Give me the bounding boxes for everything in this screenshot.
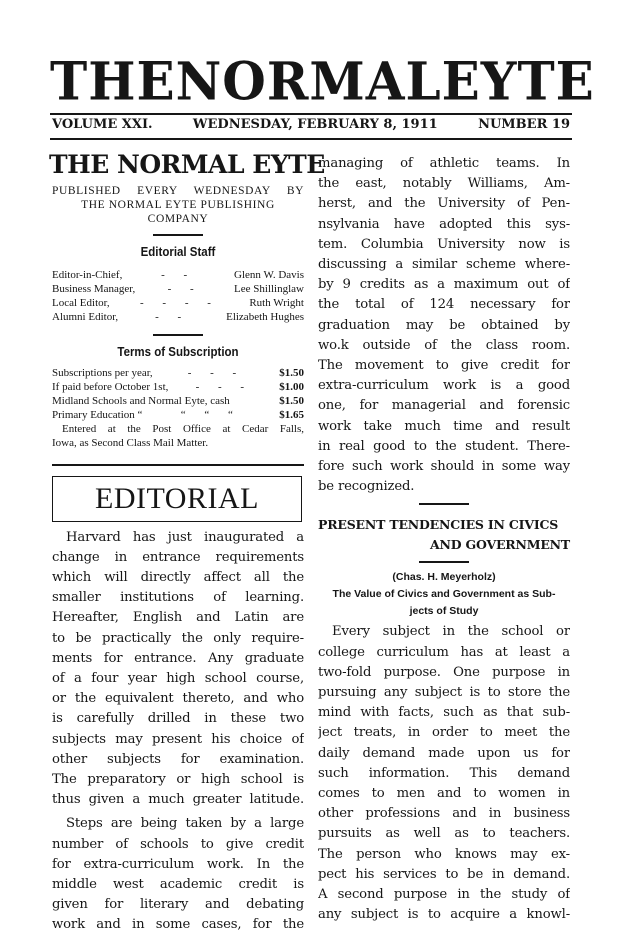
- mail-notice: Entered at the Post Office at Cedar Falls,: [62, 423, 304, 435]
- masthead-top-rule: [50, 113, 572, 115]
- article-subtitle: The Value of Civics and Government as Sub-: [332, 588, 556, 601]
- leader-dashes: - -: [155, 311, 190, 323]
- text-line: work and in some cases, for the: [52, 917, 304, 933]
- text-line: two-fold purpose. One purpose in: [318, 664, 570, 680]
- text-line: Steps are being taken by a large: [66, 816, 304, 832]
- staff-name: Glenn W. Davis: [234, 269, 304, 281]
- text-line: pursuing any subject is to store the: [318, 685, 570, 701]
- divider: [153, 334, 203, 336]
- text-line: discussing a similar scheme where-: [318, 257, 570, 273]
- editorial-heading-box: [52, 476, 302, 522]
- text-line: is carefully drilled in these two: [52, 711, 304, 727]
- subscription-heading: Terms of Subscription: [117, 345, 239, 359]
- masthead-bottom-rule: [50, 138, 572, 140]
- subscription-price: $1.50: [279, 367, 304, 379]
- divider: [153, 234, 203, 236]
- text-line: any subject is to acquire a knowl-: [318, 907, 570, 923]
- text-line: A second purpose in the study of: [318, 887, 570, 903]
- text-line: such information. This demand: [318, 765, 570, 781]
- subscription-price: $1.50: [279, 395, 304, 407]
- text-line: herst, and the University of Pen-: [318, 196, 570, 212]
- masthead-word: THE: [50, 50, 176, 112]
- staff-row: [52, 268, 304, 282]
- issue-date: WEDNESDAY, FEBRUARY 8, 1911: [192, 117, 438, 132]
- text-line: pect his services to be in demand.: [318, 866, 570, 882]
- subscription-price: $1.65: [279, 409, 304, 421]
- text-line: college curriculum has at least a: [318, 644, 570, 660]
- text-line: one, for managerial and forensic: [318, 398, 570, 414]
- subscription-label: Subscriptions per year,: [52, 367, 153, 379]
- editorial-paragraph: [52, 814, 304, 935]
- text-line: comes to men and to women in: [318, 786, 570, 802]
- staff-role: Local Editor,: [52, 297, 110, 309]
- text-line: the total of 124 necessary for: [318, 297, 570, 313]
- text-line: for extra-curriculum work. In the: [52, 856, 304, 872]
- editorial-paragraph: [52, 528, 304, 811]
- leader-dashes: - - - -: [140, 297, 219, 309]
- staff-row: [52, 310, 304, 324]
- text-line: Hereafter, English and Latin are: [52, 610, 304, 626]
- text-line: graduation may be obtained by: [318, 317, 570, 333]
- text-line: pursuits as well as to teachers.: [318, 826, 570, 842]
- leader-dashes: “ “ “: [180, 409, 241, 421]
- text-line: middle west academic credit is: [52, 876, 304, 892]
- article-paragraph: [318, 622, 570, 925]
- editorial-heading: EDITORIAL: [95, 481, 259, 515]
- leader-dashes: - - -: [187, 367, 245, 379]
- text-line: Harvard has just inaugurated a: [66, 529, 304, 545]
- text-line: of a four year high school course,: [52, 670, 304, 686]
- text-line: managing of athletic teams. In: [318, 156, 570, 171]
- text-line: in real good to the student. There-: [318, 438, 570, 454]
- left-column: [49, 150, 325, 936]
- text-line: mind with facts, such as that sub-: [318, 705, 570, 721]
- subscription-row: [52, 366, 304, 380]
- published-line: COMPANY: [147, 213, 209, 225]
- text-line: fore such work should in some way: [318, 459, 570, 475]
- article-author: (Chas. H. Meyerholz): [392, 571, 496, 584]
- section-rule: [52, 464, 304, 466]
- staff-name: Elizabeth Hughes: [226, 311, 304, 323]
- paper-name: THE NORMAL EYTE: [49, 150, 325, 179]
- text-line: subjects may present his choice of: [52, 731, 304, 747]
- volume-label: VOLUME XXI.: [52, 117, 153, 132]
- text-line: The movement to give credit for: [318, 358, 570, 374]
- staff-role: Business Manager,: [52, 283, 136, 295]
- staff-heading: Editorial Staff: [140, 245, 216, 259]
- subscription-list: [52, 366, 304, 422]
- text-line: which will directly affect all the: [52, 569, 304, 585]
- staff-row: [52, 296, 304, 310]
- staff-name: Lee Shillinglaw: [234, 283, 304, 295]
- text-line: given for literary and debating: [52, 897, 304, 913]
- staff-list: [52, 268, 304, 324]
- article-title: AND GOVERNMENT: [430, 537, 570, 553]
- leader-dashes: - -: [161, 269, 196, 281]
- subscription-label: Primary Education “: [52, 409, 143, 421]
- subscription-row: [52, 380, 304, 394]
- text-line: or the equivalent thereto, and who: [52, 691, 304, 707]
- text-line: wo.k outside of the class room.: [318, 337, 570, 353]
- staff-name: Ruth Wright: [249, 297, 304, 309]
- right-column: [318, 150, 570, 926]
- dateline: [52, 117, 570, 132]
- masthead-word: EYTE: [441, 50, 595, 112]
- subscription-label: If paid before October 1st,: [52, 381, 169, 393]
- masthead-title: [50, 50, 595, 113]
- subscription-label: Midland Schools and Normal Eyte, cash: [52, 395, 230, 407]
- divider: [419, 561, 469, 563]
- text-line: ments for entrance. Any graduate: [52, 650, 304, 666]
- leader-dashes: - -: [167, 283, 202, 295]
- text-line: ject treats, in order to meet the: [318, 725, 570, 741]
- text-line: The preparatory or high school is: [52, 771, 304, 787]
- leader-dashes: - - -: [195, 381, 253, 393]
- issue-number: NUMBER 19: [478, 117, 570, 132]
- article-title: PRESENT TENDENCIES IN CIVICS: [318, 517, 559, 533]
- text-line: daily demand made upon us for: [318, 745, 570, 761]
- text-line: nsylvania have adopted this sys-: [318, 216, 570, 232]
- text-line: to be practically the only require-: [52, 630, 304, 646]
- text-line: other professions and in business: [318, 806, 570, 822]
- staff-role: Editor-in-Chief,: [52, 269, 123, 281]
- text-line: change in entrance requirements: [52, 549, 304, 565]
- staff-role: Alumni Editor,: [52, 311, 119, 323]
- published-line: PUBLISHED EVERY WEDNESDAY BY: [52, 185, 304, 197]
- text-line: extra-curriculum work is a good: [318, 378, 570, 394]
- published-line: THE NORMAL EYTE PUBLISHING: [81, 199, 275, 211]
- article-subtitle: jects of Study: [409, 605, 479, 618]
- editorial-continued: [318, 154, 570, 497]
- text-line: smaller institutions of learning.: [52, 590, 304, 606]
- text-line: number of schools to give credit: [52, 836, 304, 852]
- divider: [419, 503, 469, 505]
- staff-row: [52, 282, 304, 296]
- text-line: The person who knows may ex-: [318, 846, 570, 862]
- text-line: be recognized.: [318, 479, 415, 495]
- text-line: Every subject in the school or: [332, 624, 570, 640]
- text-line: other subjects for examination.: [52, 751, 304, 767]
- text-line: the east, notably Williams, Am-: [318, 176, 570, 192]
- text-line: thus given a much greater latitude.: [52, 792, 304, 808]
- text-line: by 9 credits as a maximum out of: [318, 277, 570, 293]
- masthead-word: NORMAL: [175, 50, 442, 112]
- subscription-price: $1.00: [279, 381, 304, 393]
- mail-notice: Iowa, as Second Class Mail Matter.: [52, 437, 209, 449]
- subscription-row: [52, 408, 304, 422]
- text-line: work take much time and result: [318, 418, 570, 434]
- subscription-row: [52, 394, 304, 408]
- leader-dashes: [230, 394, 279, 408]
- text-line: tem. Columbia University now is: [318, 236, 570, 252]
